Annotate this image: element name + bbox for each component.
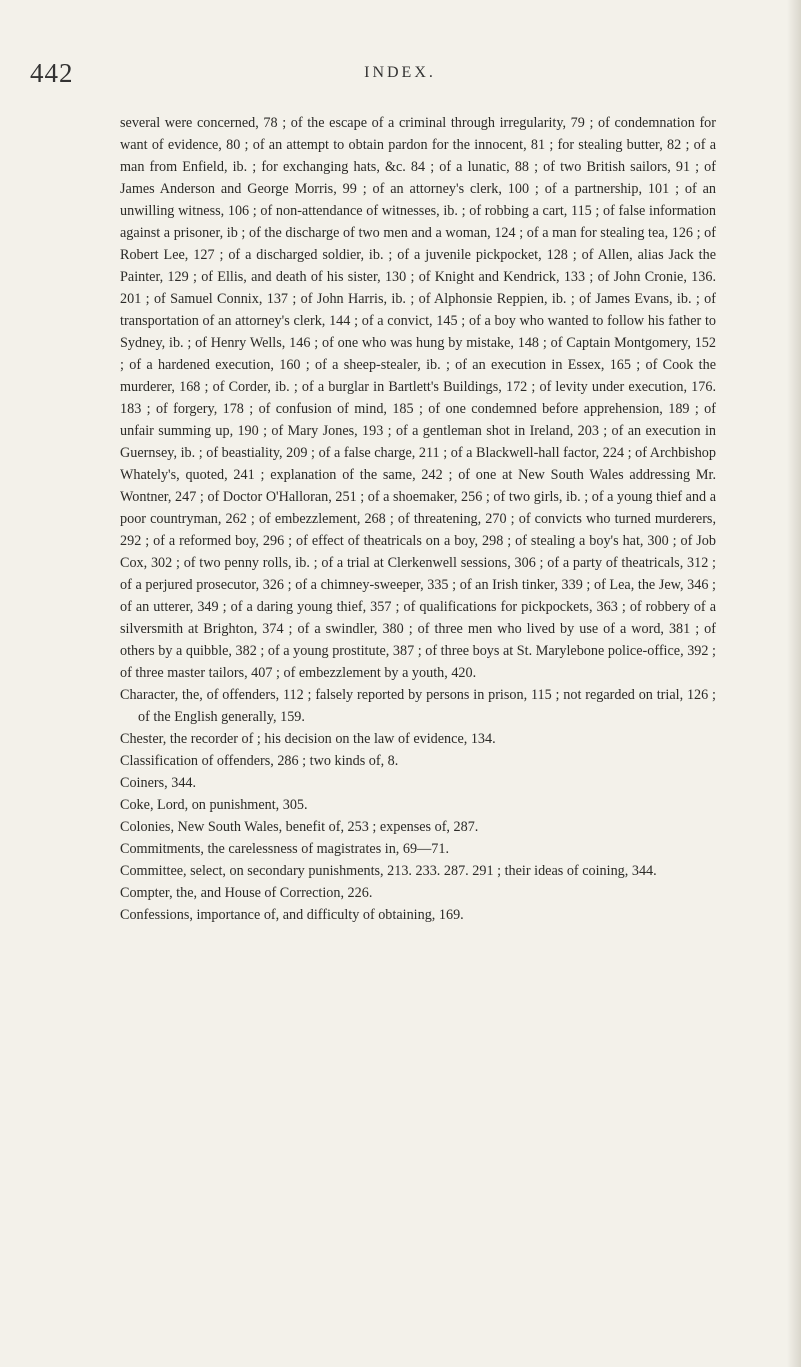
running-title: INDEX.	[364, 64, 436, 81]
index-entry-classification: Classification of offenders, 286 ; two kinds of, 8.	[120, 753, 399, 769]
page-number: 442	[30, 58, 74, 88]
index-entry-compter: Compter, the, and House of Correction, 226.	[120, 885, 373, 901]
index-entry-commitments: Commitments, the carelessness of magistrates in, 69—71.	[120, 841, 450, 857]
index-entry-colonies: Colonies, New South Wales, benefit of, 253 ; expenses of, 287.	[120, 819, 479, 835]
index-entry-character: Character, the, of offenders, 112 ; falsely reported by persons in prison, 115 ; not regarded on trial, 126 ; of the English generally, 159.	[120, 687, 716, 725]
page-header	[30, 58, 770, 88]
page-edge-shadow	[787, 0, 801, 1367]
index-body	[120, 112, 716, 926]
index-entry-committee: Committee, select, on secondary punishments, 213. 233. 287. 291 ; their ideas of coining, 344.	[120, 863, 657, 879]
index-entry-confessions: Confessions, importance of, and difficulty of obtaining, 169.	[120, 907, 464, 923]
index-entry-chester: Chester, the recorder of ; his decision on the law of evidence, 134.	[120, 731, 496, 747]
index-entry-coiners: Coiners, 344.	[120, 775, 197, 791]
index-entry-continuation: several were concerned, 78 ; of the escape of a criminal through irregularity, 79 ; of condemnation for want of evidence, 80 ; of an attempt to obtain pardon for the innocent, 81 ; for stealing butter, 82 ; of a man from Enfield, ib. ; for exchanging hats, &c. 84 ; of a lunatic, 88 ; of two British sailors, 91 ; of James Anderson and George Morris, 99 ; of an attorney's clerk, 100 ; of a partnership, 101 ; of an unwilling witness, 106 ; of non-attendance of witnesses, ib. ; of robbing a cart, 115 ; of false information against a prisoner, ib ; of the discharge of two men and a woman, 124 ; of a man for stealing tea, 126 ; of Robert Lee, 127 ; of a discharged soldier, ib. ; of a juvenile pickpocket, 128 ; of Allen, alias Jack the Painter, 129 ; of Ellis, and death of his sister, 130 ; of Knight and Kendrick, 133 ; of John Cronie, 136. 201 ; of Samuel Connix, 137 ; of John Harris, ib. ; of Alphonsie Reppien, ib. ; of James Evans, ib. ; of transportation of an attorney's clerk, 144 ; of a convict, 145 ; of a boy who wanted to follow his father to Sydney, ib. ; of Henry Wells, 146 ; of one who was hung by mistake, 148 ; of Captain Montgomery, 152 ; of a hardened execution, 160 ; of a sheep-stealer, ib. ; of an execution in Essex, 165 ; of Cook the murderer, 168 ; of Corder, ib. ; of a burglar in Bartlett's Buildings, 172 ; of levity under execution, 176. 183 ; of forgery, 178 ; of confusion of mind, 185 ; of one condemned before apprehension, 189 ; of unfair summing up, 190 ; of Mary Jones, 193 ; of a gentleman shot in Ireland, 203 ; of an execution in Guernsey, ib. ; of beastiality, 209 ; of a false charge, 211 ; of a Blackwell-hall factor, 224 ; of Archbishop Whately's, quoted, 241 ; explanation of the same, 242 ; of one at New South Wales addressing Mr. Wontner, 247 ; of Doctor O'Halloran, 251 ; of a shoemaker, 256 ; of two girls, ib. ; of a young thief and a poor countryman, 262 ; of embezzlement, 268 ; of threatening, 270 ; of convicts who turned murderers, 292 ; of a reformed boy, 296 ; of effect of theatricals on a boy, 298 ; of stealing a boy's hat, 300 ; of Job Cox, 302 ; of two penny rolls, ib. ; of a trial at Clerkenwell sessions, 306 ; of a party of theatricals, 312 ; of a perjured prosecutor, 326 ; of a chimney-sweeper, 335 ; of an Irish tinker, 339 ; of Lea, the Jew, 346 ; of an utterer, 349 ; of a daring young thief, 357 ; of qualifications for pickpockets, 363 ; of robbery of a silversmith at Brighton, 374 ; of a swindler, 380 ; of three men who lived by use of a word, 381 ; of others by a quibble, 382 ; of a young prostitute, 387 ; of three boys at St. Marylebone police-office, 392 ; of three master tailors, 407 ; of embezzlement by a youth, 420.	[120, 115, 716, 681]
index-entry-coke: Coke, Lord, on punishment, 305.	[120, 797, 308, 813]
